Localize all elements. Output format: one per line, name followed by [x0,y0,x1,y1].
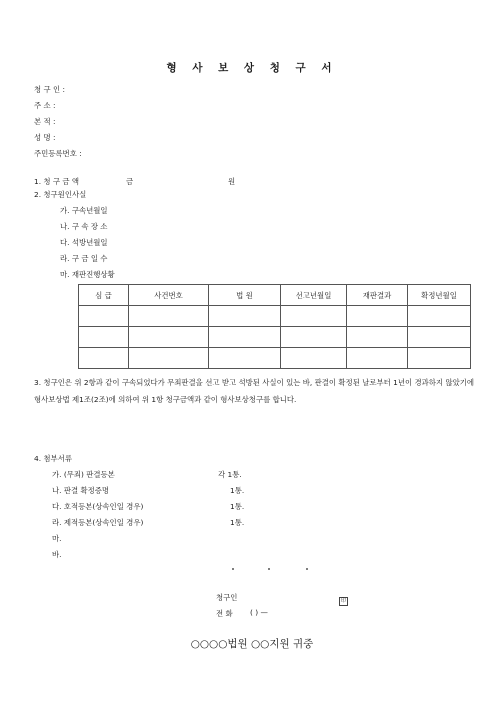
attachment-item-count: 1통. [230,502,245,511]
table-cell [129,306,209,327]
attachment-item-name: 가. (무죄) 판결등본 [52,470,115,479]
address-label: 주 소 : [34,101,56,110]
claim-amount-prefix: 금 [126,177,134,186]
date-day-dot [306,568,308,570]
table-row [79,348,471,369]
table-cell [209,348,281,369]
claim-amount-suffix: 원 [228,177,236,186]
phone-format: ( ) — [250,608,268,617]
attachment-item-count: 1통. [230,518,245,527]
attachment-item-name: 나. 판결 확정증명 [52,486,110,495]
header-trial-result: 재판결과 [347,285,408,306]
seal-icon [339,591,348,610]
table-cell [281,306,347,327]
date-month-dot [268,568,270,570]
table-cell [129,348,209,369]
table-cell [79,327,129,348]
table-cell [347,306,408,327]
attachment-item-name: 마. [52,534,62,543]
table-cell [408,348,471,369]
claim-statement-paragraph: 3. 청구인은 위 2항과 같이 구속되었다가 무죄판결을 선고 받고 석방된 사실이 있는 바, 판결이 확정된 날로부터 1년이 경과하지 않았기에 형사보상법 제1조(2조)에 의하여 위 1항 청구금액과 같이 형사보상청구를 합니다. [34,378,474,404]
table-cell [408,327,471,348]
attachment-item-name: 라. 제적등본(상속인일 경우) [52,518,144,527]
table-cell [281,327,347,348]
attachment-item-count: 각 1통. [218,470,242,479]
table-row [79,306,471,327]
header-court: 법 원 [209,285,281,306]
attachments-label: 4. 첨부서류 [34,454,72,463]
table-cell [209,306,281,327]
claim-cause-label: 2. 청구원인사실 [34,190,87,199]
cause-item-detention-place: 나. 구 속 장 소 [60,222,108,231]
table-header-row [79,285,471,306]
table-cell [79,348,129,369]
table-cell [347,348,408,369]
date-year-dot [232,568,234,570]
court-addressee: ○○○○법원 ○○지원 귀중 [190,638,314,650]
document-title: 형 사 보 상 청 구 서 [166,62,338,74]
table-cell [129,327,209,348]
seal-mark: 印 [340,598,346,604]
trial-record-table [78,284,471,369]
table-cell [347,327,408,348]
cause-item-detention-date: 가. 구속년월일 [60,206,108,215]
resident-number-label: 주민등록번호 : [34,149,82,158]
registered-domicile-label: 본 적 : [34,117,56,126]
claimant-label: 청 구 인 : [34,85,65,94]
table-cell [209,327,281,348]
table-cell [408,306,471,327]
header-sentence-date: 선고년월일 [281,285,347,306]
attachment-item-name: 다. 호적등본(상속인일 경우) [52,502,144,511]
table-cell [281,348,347,369]
header-final-date: 확정년월일 [408,285,471,306]
header-instance: 심 급 [79,285,129,306]
claim-amount-label: 1. 청 구 금 액 [34,177,80,186]
cause-item-trial-status: 마. 재판진행상황 [60,270,115,279]
attachment-item-name: 바. [52,550,62,559]
cause-item-detention-days: 라. 구 금 일 수 [60,254,108,263]
table-row [79,327,471,348]
phone-label: 전 화 [216,609,233,618]
signature-claimant-label: 청구인 [216,593,238,602]
name-label: 성 명 : [34,133,56,142]
cause-item-release-date: 다. 석방년월일 [60,238,108,247]
attachment-item-count: 1통. [230,486,245,495]
table-cell [79,306,129,327]
header-case-number: 사건번호 [129,285,209,306]
